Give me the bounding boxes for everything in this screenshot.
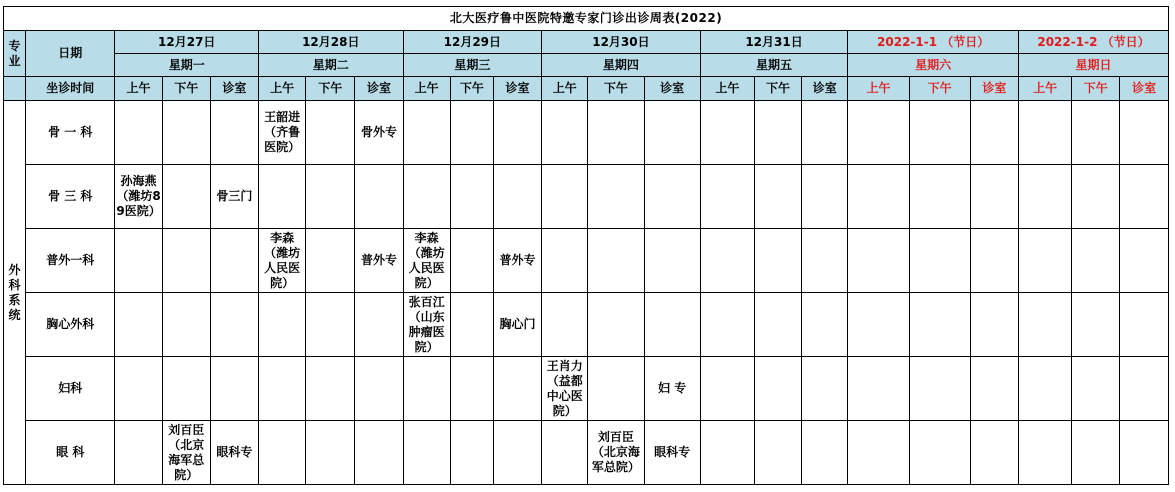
doctor-cell	[909, 101, 970, 165]
doctor-cell	[259, 421, 306, 485]
doctor-cell: 孙海燕（潍坊89医院）	[115, 165, 162, 229]
doctor-cell	[450, 229, 493, 293]
room-cell: 胸心门	[493, 293, 541, 357]
room-cell	[355, 165, 403, 229]
room-cell	[1120, 421, 1169, 485]
doctor-cell	[1072, 421, 1120, 485]
room-cell	[1120, 101, 1169, 165]
doctor-cell	[450, 101, 493, 165]
room-cell	[970, 421, 1018, 485]
doctor-cell	[754, 229, 801, 293]
schedule-table	[3, 6, 1169, 485]
room-cell	[493, 357, 541, 421]
doctor-cell	[306, 101, 355, 165]
room-cell	[644, 101, 700, 165]
day-weekday-5: 星期五	[700, 54, 848, 77]
room-cell	[970, 101, 1018, 165]
doctor-cell	[450, 357, 493, 421]
slot-header-day5-morning: 上午	[700, 77, 754, 101]
room-cell	[355, 293, 403, 357]
day-date-4: 12月30日	[542, 31, 701, 54]
doctor-cell	[848, 421, 909, 485]
day-weekday-4: 星期四	[542, 54, 701, 77]
slot-header-day7-afternoon: 下午	[1072, 77, 1120, 101]
department-cell: 妇科	[26, 357, 115, 421]
day-date-6: 2022-1-1 （节日）	[848, 31, 1019, 54]
doctor-cell	[909, 421, 970, 485]
slot-header-day7-morning: 上午	[1018, 77, 1071, 101]
slot-header-day2-morning: 上午	[259, 77, 306, 101]
doctor-cell	[848, 293, 909, 357]
table-row	[4, 357, 1169, 421]
room-cell	[493, 421, 541, 485]
doctor-cell: 李森（潍坊人民医院）	[259, 229, 306, 293]
day-date-2: 12月28日	[259, 31, 404, 54]
doctor-cell	[848, 229, 909, 293]
room-cell	[802, 165, 848, 229]
room-cell	[802, 421, 848, 485]
room-cell	[802, 101, 848, 165]
doctor-cell	[848, 101, 909, 165]
doctor-cell	[162, 101, 210, 165]
room-cell	[1120, 165, 1169, 229]
doctor-cell	[588, 229, 644, 293]
slot-header-day2-afternoon: 下午	[306, 77, 355, 101]
table-row	[4, 229, 1169, 293]
room-cell: 普外专	[493, 229, 541, 293]
doctor-cell	[306, 357, 355, 421]
doctor-cell	[542, 293, 588, 357]
department-cell: 普外一科	[26, 229, 115, 293]
department-cell: 胸心外科	[26, 293, 115, 357]
doctor-cell	[115, 357, 162, 421]
doctor-cell	[542, 229, 588, 293]
room-cell: 眼科专	[210, 421, 258, 485]
doctor-cell	[1018, 357, 1071, 421]
slot-header-day1-morning: 上午	[115, 77, 162, 101]
room-cell	[210, 293, 258, 357]
day-date-7: 2022-1-2 （节日）	[1018, 31, 1168, 54]
doctor-cell	[1072, 293, 1120, 357]
doctor-cell	[909, 357, 970, 421]
slot-header-day5-room: 诊室	[802, 77, 848, 101]
doctor-cell	[588, 165, 644, 229]
slot-header-day6-afternoon: 下午	[909, 77, 970, 101]
doctor-cell	[403, 101, 450, 165]
room-cell: 普外专	[355, 229, 403, 293]
slot-header-day6-room: 诊室	[970, 77, 1018, 101]
doctor-cell	[1018, 421, 1071, 485]
doctor-cell: 王韶进（齐鲁医院）	[259, 101, 306, 165]
doctor-cell	[306, 165, 355, 229]
doctor-cell	[403, 421, 450, 485]
slot-header-day7-room: 诊室	[1120, 77, 1169, 101]
doctor-cell	[306, 229, 355, 293]
slot-header-day3-morning: 上午	[403, 77, 450, 101]
room-cell	[355, 357, 403, 421]
doctor-cell	[909, 293, 970, 357]
category-cell: 外科系统	[4, 101, 26, 485]
room-cell	[970, 357, 1018, 421]
doctor-cell: 王肖力（益都中心医院）	[542, 357, 588, 421]
department-cell: 骨 三 科	[26, 165, 115, 229]
doctor-cell	[588, 293, 644, 357]
room-cell: 骨三门	[210, 165, 258, 229]
room-cell	[493, 165, 541, 229]
room-cell	[802, 293, 848, 357]
department-cell: 骨 一 科	[26, 101, 115, 165]
doctor-cell	[115, 293, 162, 357]
room-cell: 妇 专	[644, 357, 700, 421]
doctor-cell: 李森（潍坊人民医院）	[403, 229, 450, 293]
doctor-cell	[162, 165, 210, 229]
doctor-cell	[700, 165, 754, 229]
doctor-cell	[1018, 165, 1071, 229]
day-weekday-7: 星期日	[1018, 54, 1168, 77]
doctor-cell	[259, 293, 306, 357]
doctor-cell	[848, 165, 909, 229]
room-cell	[1120, 357, 1169, 421]
slot-header-day3-room: 诊室	[493, 77, 541, 101]
doctor-cell	[450, 165, 493, 229]
doctor-cell	[115, 101, 162, 165]
doctor-cell	[848, 357, 909, 421]
room-cell: 骨外专	[355, 101, 403, 165]
doctor-cell: 张百江（山东肿瘤医院）	[403, 293, 450, 357]
room-cell	[970, 165, 1018, 229]
day-date-3: 12月29日	[403, 31, 542, 54]
doctor-cell	[162, 357, 210, 421]
room-cell	[970, 293, 1018, 357]
doctor-cell	[542, 421, 588, 485]
room-cell	[644, 229, 700, 293]
doctor-cell	[542, 165, 588, 229]
doctor-cell	[403, 357, 450, 421]
room-cell	[210, 101, 258, 165]
slot-header-day1-room: 诊室	[210, 77, 258, 101]
room-cell	[644, 165, 700, 229]
doctor-cell	[700, 229, 754, 293]
doctor-cell	[588, 357, 644, 421]
doctor-cell	[115, 229, 162, 293]
doctor-cell	[1072, 229, 1120, 293]
doctor-cell	[1018, 229, 1071, 293]
doctor-cell	[306, 421, 355, 485]
department-cell: 眼 科	[26, 421, 115, 485]
doctor-cell	[754, 357, 801, 421]
doctor-cell	[909, 229, 970, 293]
day-weekday-1: 星期一	[115, 54, 259, 77]
room-cell	[355, 421, 403, 485]
doctor-cell	[754, 101, 801, 165]
time-header: 坐诊时间	[26, 77, 115, 101]
slot-header-day1-afternoon: 下午	[162, 77, 210, 101]
date-header: 日期	[26, 31, 115, 77]
day-date-1: 12月27日	[115, 31, 259, 54]
doctor-cell	[754, 165, 801, 229]
slot-header-day4-afternoon: 下午	[588, 77, 644, 101]
day-weekday-2: 星期二	[259, 54, 404, 77]
slot-header-day2-room: 诊室	[355, 77, 403, 101]
doctor-cell	[588, 101, 644, 165]
doctor-cell	[909, 165, 970, 229]
day-weekday-3: 星期三	[403, 54, 542, 77]
doctor-cell	[1072, 101, 1120, 165]
room-cell: 眼科专	[644, 421, 700, 485]
day-date-5: 12月31日	[700, 31, 848, 54]
table-row	[4, 293, 1169, 357]
room-cell	[802, 229, 848, 293]
doctor-cell	[259, 165, 306, 229]
doctor-cell	[450, 293, 493, 357]
doctor-cell	[700, 421, 754, 485]
doctor-cell	[700, 357, 754, 421]
room-cell	[1120, 229, 1169, 293]
room-cell	[210, 357, 258, 421]
doctor-cell: 刘百臣（北京海军总院）	[162, 421, 210, 485]
doctor-cell	[754, 293, 801, 357]
doctor-cell	[1072, 357, 1120, 421]
doctor-cell	[700, 293, 754, 357]
slot-header-day6-morning: 上午	[848, 77, 909, 101]
doctor-cell	[700, 101, 754, 165]
slot-header-day4-morning: 上午	[542, 77, 588, 101]
room-cell	[1120, 293, 1169, 357]
doctor-cell	[754, 421, 801, 485]
doctor-cell	[403, 165, 450, 229]
table-row	[4, 421, 1169, 485]
table-row	[4, 101, 1169, 165]
doctor-cell	[115, 421, 162, 485]
doctor-cell	[542, 101, 588, 165]
room-cell	[644, 293, 700, 357]
day-weekday-6: 星期六	[848, 54, 1019, 77]
room-cell	[802, 357, 848, 421]
doctor-cell	[1072, 165, 1120, 229]
specialty-header: 专业	[4, 31, 26, 77]
doctor-cell	[450, 421, 493, 485]
room-cell	[210, 229, 258, 293]
blank-corner-cell	[4, 77, 26, 101]
sheet-title: 北大医疗鲁中医院特邀专家门诊出诊周表(2022)	[4, 7, 1169, 31]
doctor-cell	[162, 229, 210, 293]
table-row	[4, 165, 1169, 229]
room-cell	[493, 101, 541, 165]
doctor-cell	[306, 293, 355, 357]
doctor-cell	[259, 357, 306, 421]
slot-header-day5-afternoon: 下午	[754, 77, 801, 101]
doctor-cell: 刘百臣（北京海军总院）	[588, 421, 644, 485]
doctor-cell	[162, 293, 210, 357]
slot-header-day3-afternoon: 下午	[450, 77, 493, 101]
doctor-cell	[1018, 293, 1071, 357]
slot-header-day4-room: 诊室	[644, 77, 700, 101]
room-cell	[970, 229, 1018, 293]
doctor-cell	[1018, 101, 1071, 165]
